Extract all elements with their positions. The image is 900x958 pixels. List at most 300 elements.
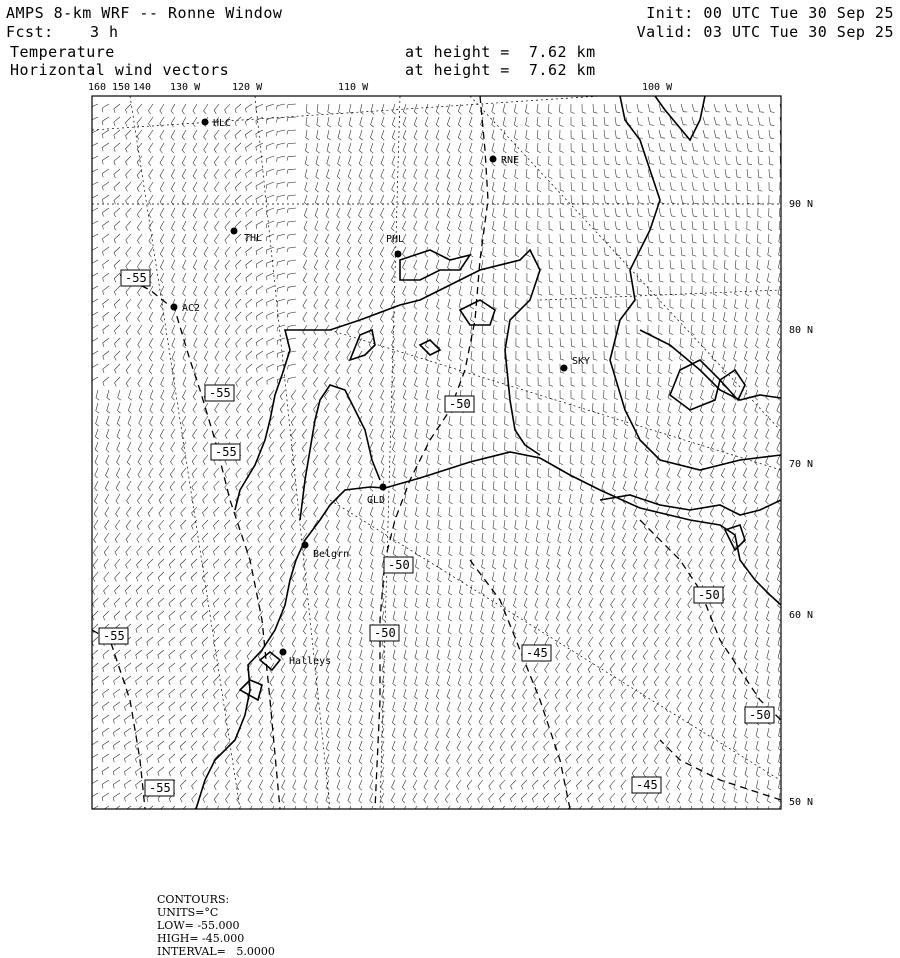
wind-barb — [115, 546, 120, 556]
wind-barb — [213, 546, 219, 555]
wind-barb — [502, 624, 505, 634]
wind-barb — [688, 520, 692, 530]
wind-barb — [560, 260, 564, 269]
wind-barb — [471, 442, 475, 452]
wind-barb — [527, 416, 531, 426]
wind-barb — [447, 221, 450, 231]
wind-barb — [560, 208, 564, 217]
wind-barb — [766, 351, 769, 361]
wind-barb — [470, 234, 473, 244]
wind-barb — [160, 247, 164, 257]
wind-barb — [610, 754, 615, 764]
wind-barb — [269, 390, 274, 400]
field-temperature-label: Temperature — [10, 43, 115, 61]
wind-barb — [325, 429, 329, 439]
station-label: GLD — [367, 495, 386, 506]
wind-barb — [103, 598, 109, 607]
wind-barb — [158, 806, 164, 815]
wind-barb — [511, 715, 516, 725]
wind-barb — [533, 767, 539, 776]
wind-barb — [215, 364, 219, 374]
wind-barb — [337, 533, 341, 543]
wind-barb — [582, 117, 586, 126]
wind-barb — [149, 234, 153, 244]
wind-barb — [621, 715, 626, 725]
wind-barb — [677, 494, 681, 504]
wind-barb — [348, 208, 351, 218]
wind-barb — [644, 793, 649, 803]
wind-barb — [448, 663, 451, 673]
wind-barb — [667, 481, 670, 491]
wind-barb — [103, 663, 109, 672]
wind-barb — [522, 728, 527, 738]
wind-barb — [358, 364, 362, 374]
wind-barb — [766, 338, 769, 348]
wind-barb — [703, 169, 709, 178]
wind-barb — [370, 195, 373, 205]
wind-barb — [192, 468, 197, 478]
wind-barb — [448, 312, 451, 322]
wind-barb — [147, 767, 153, 776]
wind-barb — [599, 793, 604, 803]
wind-barb — [533, 728, 538, 738]
wind-barb — [643, 611, 648, 621]
wind-barb — [246, 221, 252, 230]
wind-barb — [604, 130, 609, 139]
wind-barb — [236, 559, 242, 568]
wind-barb — [582, 143, 586, 152]
wind-barb — [481, 143, 484, 153]
wind-barb — [488, 806, 494, 815]
wind-barb — [114, 650, 120, 659]
wind-barb — [526, 117, 530, 127]
wind-barb — [348, 221, 352, 231]
wind-barb — [493, 338, 497, 348]
wind-barb — [546, 598, 549, 608]
wind-barb — [677, 533, 681, 543]
wind-barb — [403, 130, 406, 140]
wind-barb — [494, 429, 498, 439]
wind-barb — [744, 403, 747, 413]
wind-barb — [643, 767, 648, 777]
wind-barb — [236, 299, 242, 308]
wind-barb — [744, 364, 747, 374]
wind-barb — [714, 260, 718, 270]
wind-barb — [557, 598, 561, 608]
wind-barb — [280, 546, 285, 556]
wind-barb — [471, 377, 475, 387]
wind-barb — [182, 221, 186, 231]
wind-barb — [468, 754, 473, 764]
wind-barb — [306, 143, 309, 153]
wind-barb — [588, 663, 593, 673]
wind-barb — [114, 208, 120, 217]
wind-barb — [604, 390, 608, 400]
wind-barb — [202, 663, 208, 672]
wind-barb — [392, 429, 395, 439]
wind-barb — [722, 429, 725, 439]
wind-barb — [193, 221, 197, 231]
wind-barb — [126, 169, 131, 179]
wind-barb — [315, 247, 319, 257]
wind-barb — [611, 611, 616, 621]
wind-barb — [711, 702, 714, 712]
wind-barb — [710, 468, 714, 478]
wind-barb — [756, 663, 759, 673]
wind-barb — [360, 598, 363, 608]
wind-barb — [277, 208, 285, 214]
wind-barb — [505, 390, 509, 400]
wind-barb — [358, 390, 362, 400]
wind-barb — [610, 780, 615, 790]
wind-barb — [538, 338, 542, 347]
wind-barb — [237, 806, 241, 816]
wind-barb — [392, 156, 395, 166]
wind-barb — [126, 195, 131, 205]
wind-barb — [414, 754, 417, 764]
wind-barb — [482, 338, 486, 348]
wind-barb — [589, 611, 593, 621]
wind-barb — [670, 195, 676, 204]
wind-barb — [643, 689, 648, 699]
wind-barb — [291, 546, 296, 556]
wind-barb — [338, 117, 341, 127]
wind-barb — [604, 195, 609, 204]
wind-barb — [171, 143, 175, 153]
wind-barb — [505, 455, 509, 465]
wind-barb — [414, 702, 417, 712]
wind-barb — [359, 494, 362, 504]
wind-barb — [171, 455, 176, 465]
wind-barb — [403, 260, 407, 270]
wind-barb — [194, 351, 197, 361]
wind-barb — [677, 585, 681, 595]
wind-barb — [224, 598, 230, 607]
wind-barb — [259, 715, 263, 725]
wind-barb — [460, 364, 463, 374]
wind-barb — [424, 754, 428, 764]
wind-barb — [482, 559, 485, 569]
wind-barb — [193, 143, 197, 153]
wind-barb — [259, 741, 263, 751]
wind-barb — [493, 533, 497, 543]
wind-barb — [580, 494, 583, 504]
wind-barb — [425, 221, 428, 231]
wind-barb — [426, 403, 429, 413]
wind-barb — [482, 546, 485, 556]
wind-barb — [269, 598, 274, 608]
wind-barb — [193, 260, 197, 270]
wind-barb — [602, 455, 605, 465]
wind-barb — [247, 416, 252, 426]
wind-barb — [655, 520, 659, 530]
wind-barb — [149, 429, 153, 439]
wind-barb — [160, 234, 164, 244]
wind-barb — [326, 676, 329, 686]
wind-barb — [304, 221, 307, 231]
wind-barb — [303, 351, 308, 361]
wind-barb — [526, 208, 530, 218]
wind-barb — [582, 182, 587, 191]
wind-barb — [369, 390, 373, 400]
wind-barb — [404, 637, 407, 647]
wind-barb — [126, 182, 131, 192]
wind-barb — [460, 442, 464, 452]
wind-barb — [592, 455, 595, 465]
wind-barb — [482, 377, 486, 387]
wind-barb — [359, 741, 362, 751]
wind-barb — [392, 442, 395, 452]
wind-barb — [280, 442, 285, 452]
wind-barb — [306, 104, 310, 114]
wind-barb — [647, 390, 651, 400]
wind-barb — [137, 208, 142, 218]
wind-barb — [588, 715, 593, 725]
wind-barb — [756, 806, 759, 816]
wind-barb — [245, 130, 252, 139]
wind-barb — [358, 299, 362, 309]
wind-barb — [371, 676, 374, 686]
wind-barb — [161, 325, 165, 335]
wind-barb — [336, 364, 340, 374]
wind-barb — [615, 234, 620, 243]
wind-barb — [414, 117, 417, 127]
wind-barb — [610, 728, 615, 738]
wind-barb — [613, 455, 616, 465]
wind-barb — [721, 611, 725, 621]
wind-barb — [225, 364, 230, 374]
wind-barb — [778, 325, 781, 335]
wind-barb — [336, 455, 340, 465]
wind-barb — [611, 572, 615, 582]
wind-barb — [577, 689, 582, 699]
wind-barb — [315, 702, 318, 712]
wind-barb — [558, 546, 561, 556]
wind-barb — [370, 130, 373, 140]
wind-barb — [582, 312, 587, 321]
wind-barb — [270, 767, 274, 777]
wind-barb — [615, 286, 620, 295]
wind-barb — [460, 416, 464, 426]
wind-barb — [610, 806, 615, 816]
wind-barb — [576, 806, 582, 815]
wind-barb — [666, 780, 670, 790]
wind-barb — [632, 715, 637, 725]
wind-barb — [659, 130, 665, 138]
wind-barb — [767, 312, 770, 322]
wind-barb — [114, 351, 120, 360]
wind-barb — [280, 533, 285, 543]
wind-barb — [236, 468, 241, 478]
wind-barb — [503, 130, 506, 140]
wind-barb — [604, 299, 609, 308]
wind-barb — [269, 494, 274, 504]
wind-barb — [615, 299, 620, 308]
wind-barb — [393, 507, 396, 517]
wind-barb — [369, 299, 373, 309]
wind-barb — [692, 182, 698, 191]
wind-barb — [622, 585, 626, 595]
wind-barb — [633, 572, 637, 582]
wind-barb — [304, 234, 307, 244]
wind-barb — [347, 364, 351, 374]
wind-barb — [325, 286, 329, 296]
wind-barb — [426, 663, 429, 673]
wind-barb — [337, 689, 340, 699]
wind-barb — [637, 182, 643, 191]
contour-label: -50 — [698, 588, 720, 602]
wind-barb — [213, 572, 219, 581]
wind-barb — [481, 156, 484, 166]
wind-barb — [437, 351, 440, 361]
wind-barb — [480, 663, 483, 673]
wind-barb — [526, 104, 529, 114]
wind-barb — [436, 715, 439, 725]
wind-barb — [117, 429, 120, 439]
wind-barb — [648, 156, 654, 164]
wind-barb — [256, 364, 263, 372]
wind-barb — [582, 130, 586, 139]
wind-barb — [582, 169, 587, 178]
wind-barb — [482, 325, 486, 335]
wind-barb — [204, 338, 208, 348]
wind-barb — [302, 416, 307, 426]
wind-barb — [446, 754, 450, 764]
wind-barb — [670, 325, 674, 335]
wind-barb — [692, 299, 696, 309]
wind-barb — [191, 754, 197, 763]
wind-barb — [404, 429, 407, 439]
wind-barb — [404, 468, 407, 478]
wind-barb — [158, 637, 164, 646]
wind-barb — [202, 637, 208, 646]
wind-barb — [181, 806, 187, 815]
wind-barb — [577, 663, 582, 673]
wind-barb — [677, 715, 681, 725]
wind-barb — [236, 702, 241, 712]
wind-barb — [755, 637, 758, 647]
wind-barb — [593, 143, 598, 152]
wind-barb — [425, 117, 428, 127]
wind-barb — [292, 598, 296, 608]
wind-barb — [336, 507, 340, 517]
wind-barb — [494, 377, 498, 387]
wind-barb — [415, 637, 418, 647]
wind-barb — [571, 377, 575, 386]
wind-barb — [493, 494, 497, 504]
wind-barb — [656, 494, 660, 504]
wind-barb — [525, 559, 528, 569]
wind-barb — [467, 780, 472, 790]
wind-barb — [214, 143, 219, 153]
wind-barb — [645, 481, 648, 491]
wind-barb — [426, 676, 429, 686]
station-label: AC2 — [182, 303, 201, 314]
wind-barb — [171, 429, 175, 439]
wind-barb — [126, 312, 131, 322]
wind-barb — [337, 637, 340, 647]
wind-barb — [491, 663, 494, 673]
wind-barb — [593, 104, 597, 113]
wind-barb — [744, 442, 747, 452]
wind-barb — [225, 221, 230, 231]
wind-barb — [688, 754, 692, 764]
station-label: RNE — [501, 155, 520, 166]
wind-barb — [643, 663, 648, 673]
wind-barb — [725, 195, 730, 204]
wind-barb — [535, 598, 538, 608]
wind-barb — [767, 754, 770, 764]
wind-barb — [402, 780, 406, 790]
wind-barb — [115, 364, 121, 373]
wind-barb — [534, 663, 538, 673]
wind-barb — [147, 598, 153, 607]
wind-barb — [610, 741, 615, 751]
wind-barb — [656, 468, 659, 478]
wind-barb — [158, 559, 164, 568]
wind-barb — [615, 143, 620, 152]
wind-barb — [225, 416, 230, 426]
wind-barb — [114, 247, 120, 256]
wind-barb — [670, 247, 675, 256]
wind-barb — [359, 169, 362, 179]
wind-barb — [766, 481, 769, 491]
wind-barb — [549, 312, 553, 321]
wind-barb — [593, 377, 597, 387]
wind-barb — [225, 286, 230, 296]
wind-barb — [745, 767, 748, 777]
wind-barb — [755, 559, 758, 569]
contour-label: -55 — [125, 271, 147, 285]
wind-barb — [577, 715, 582, 725]
wind-barb — [571, 182, 575, 191]
wind-barb — [415, 390, 418, 400]
wind-barb — [325, 273, 329, 283]
wind-barb — [302, 364, 307, 374]
station-marker — [202, 119, 209, 126]
wind-barb — [149, 247, 153, 257]
wind-barb — [313, 429, 318, 439]
wind-barb — [149, 143, 153, 153]
wind-barb — [589, 572, 593, 582]
wind-barb — [315, 234, 318, 244]
wind-barb — [669, 351, 673, 361]
wind-barb — [559, 494, 562, 504]
wind-barb — [425, 689, 428, 699]
wind-barb — [438, 520, 442, 530]
wind-barb — [703, 221, 708, 230]
wind-barb — [270, 806, 274, 816]
wind-barb — [501, 702, 505, 712]
wind-barb — [202, 689, 208, 698]
wind-barb — [392, 767, 395, 777]
wind-barb — [546, 585, 549, 595]
wind-barb — [538, 455, 542, 465]
wind-barb — [604, 208, 609, 217]
wind-barb — [371, 702, 374, 712]
wind-barb — [160, 442, 164, 452]
wind-barb — [393, 104, 396, 114]
contours-high: HIGH= -45.000 — [157, 932, 245, 945]
wind-barb — [514, 585, 517, 595]
wind-barb — [632, 806, 637, 816]
wind-barb — [380, 286, 384, 296]
wind-barb — [722, 663, 725, 673]
wind-barb — [577, 728, 582, 738]
wind-barb — [336, 247, 340, 257]
wind-barb — [703, 143, 709, 151]
wind-barb — [554, 767, 560, 776]
